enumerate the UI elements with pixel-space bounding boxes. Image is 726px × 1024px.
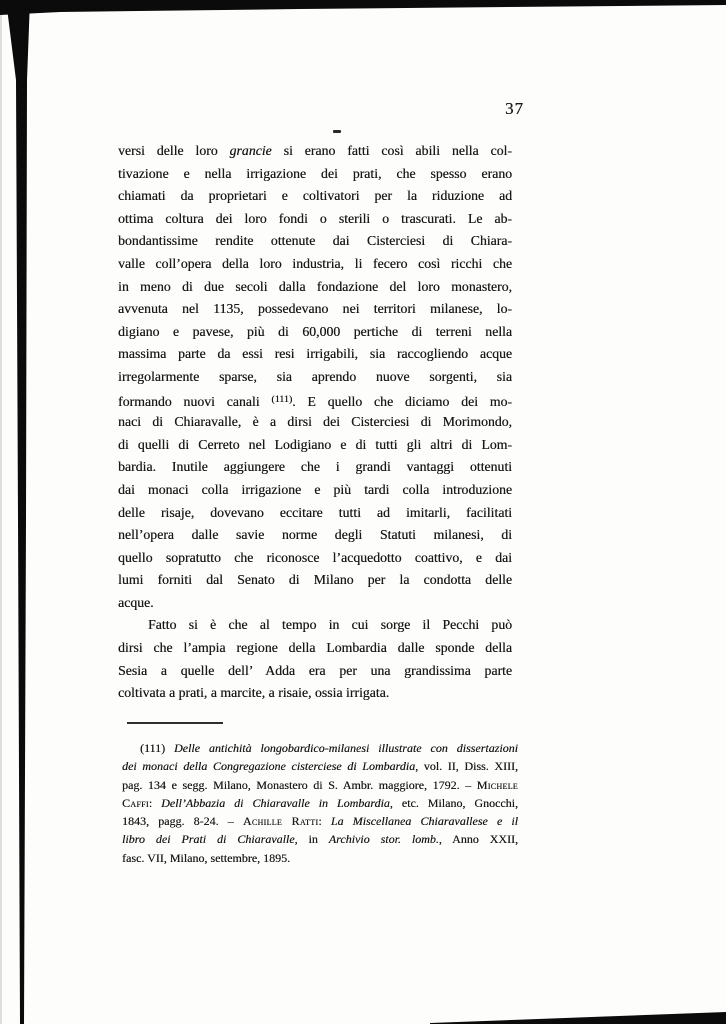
text-segment: tivazione e nella irrigazione dei prati, che spesso erano	[118, 165, 512, 181]
text-segment: in meno di due secoli dalla fondazione del loro monastero,	[118, 278, 512, 294]
text-segment: Caffi	[122, 795, 149, 810]
text-segment: nell’opera dalle savie norme degli Statuti milanesi, di	[118, 527, 512, 543]
text-line	[118, 547, 512, 570]
text-segment: avvenuta nel 1135, possedevano nei territori milanese, lo-	[118, 301, 512, 317]
text-line	[118, 682, 512, 705]
text-line	[122, 849, 518, 867]
text-segment: (111)	[140, 741, 174, 755]
paragraph	[118, 614, 512, 704]
text-line	[118, 253, 512, 276]
text-line	[118, 592, 512, 615]
text-line	[118, 208, 512, 231]
text-segment: Michele	[476, 777, 518, 792]
text-line	[118, 140, 512, 163]
text-segment: fasc. VII, Milano, settembre, 1895.	[122, 850, 291, 865]
page-edge-line	[0, 0, 2, 1024]
text-line	[118, 637, 512, 660]
text-line	[118, 230, 512, 253]
text-line	[118, 614, 512, 637]
left-gutter-shadow	[6, 0, 30, 1024]
text-segment: formando nuovi canali	[118, 393, 272, 409]
text-segment: Fatto si è che al tempo in cui sorge il Pecchi può	[148, 617, 512, 633]
main-text-column	[118, 140, 512, 705]
footnote	[122, 739, 518, 867]
text-segment: bondantissime rendite ottenute dai Cisterciesi di Chiara-	[118, 233, 512, 249]
text-segment: libro dei Prati di Chiaravalle	[122, 832, 295, 847]
text-segment: bardia. Inutile aggiungere che i grandi vantaggi ottenuti	[118, 459, 512, 475]
text-segment: Delle antichità longobardico-milanesi illustrate con dissertazioni	[174, 741, 518, 755]
text-line	[122, 757, 518, 775]
text-segment: valle coll’opera della loro industria, li fecero così ricchi che	[118, 255, 512, 271]
text-segment: Archivio stor. lomb.	[328, 832, 439, 847]
stray-ink-mark	[333, 130, 341, 133]
text-segment: , etc. Milano, Gnocchi,	[389, 795, 518, 810]
text-segment: si erano fatti così abili nella col-	[271, 143, 512, 158]
text-line	[118, 276, 512, 299]
text-segment: massima parte da essi resi irrigabili, sia raccogliendo acque	[118, 346, 512, 362]
text-line	[118, 524, 512, 547]
text-segment: 1843, pagg. 8-24. –	[122, 814, 243, 829]
top-edge-shadow	[0, 0, 726, 15]
footnote-separator-rule	[127, 722, 223, 724]
text-line	[122, 830, 518, 848]
text-segment: pag. 134 e segg. Milano, Monastero di S. Ambr. maggiore, 1792. –	[122, 777, 477, 792]
text-segment: versi delle loro	[118, 143, 230, 158]
text-segment: Dell’Abbazia di Chiaravalle in Lombardia	[161, 795, 390, 810]
text-segment: digiano e pavese, più di 60,000 pertiche di terreni nella	[118, 323, 512, 339]
text-segment: , in	[294, 832, 329, 847]
text-line	[122, 776, 518, 794]
paragraph	[118, 140, 512, 614]
text-segment: coltivata a prati, a marcite, a risaie, ossia irrigata.	[118, 685, 390, 701]
text-segment: ottima coltura dei loro fondi o sterili o trascurati. Le ab-	[118, 210, 512, 226]
text-line	[118, 389, 512, 412]
text-segment: :	[318, 814, 331, 829]
text-segment: (111)	[271, 393, 293, 405]
text-segment: La Miscellanea Chiaravallese e il	[330, 814, 519, 829]
text-segment: lumi forniti dal Senato di Milano per la condotta delle	[118, 572, 512, 588]
text-segment: grancie	[229, 143, 272, 158]
text-line	[118, 343, 512, 366]
text-line	[118, 456, 512, 479]
text-line	[118, 298, 512, 321]
text-segment: Achille Ratti	[242, 814, 319, 829]
text-line	[122, 812, 518, 830]
text-segment: chiamati da proprietari e coltivatori per la riduzione ad	[118, 188, 512, 204]
text-segment: quello sopratutto che riconosce l’acquedotto coattivo, e dai	[118, 549, 512, 565]
bottom-edge-shadow	[430, 1012, 726, 1024]
text-line	[118, 434, 512, 457]
text-segment: naci di Chiaravalle, è a dirsi dei Cisterciesi di Morimondo,	[118, 414, 512, 430]
text-segment: Sesia a quelle dell’ Adda era per una grandissima parte	[118, 662, 512, 678]
text-segment: delle risaje, dovevano eccitare tutti ad imitarli, facilitati	[118, 504, 512, 520]
text-line	[118, 479, 512, 502]
text-line	[118, 502, 512, 525]
text-line	[118, 185, 512, 208]
text-segment: di quelli di Cerreto nel Lodigiano e di tutti gli altri di Lom-	[118, 436, 512, 452]
text-segment: acque.	[118, 594, 154, 610]
text-segment: dai monaci colla irrigazione e più tardi colla introduzione	[118, 481, 512, 497]
text-line	[118, 411, 512, 434]
text-segment: irregolarmente sparse, sia aprendo nuove sorgenti, sia	[118, 368, 512, 384]
text-line	[122, 739, 518, 757]
text-segment: :	[148, 795, 162, 810]
text-segment: dirsi che l’ampia regione della Lombardia dalle sponde della	[118, 640, 512, 656]
text-line	[118, 660, 512, 683]
text-line	[122, 794, 518, 812]
text-line	[118, 321, 512, 344]
text-segment: . E quello che diciamo dei mo-	[292, 393, 512, 409]
text-segment: , vol. II, Diss. XIII,	[415, 759, 518, 774]
text-segment: , Anno XXII,	[438, 832, 518, 847]
text-line	[118, 163, 512, 186]
text-line	[118, 569, 512, 592]
text-segment: dei monaci della Congregazione cisterciese di Lombardia	[122, 759, 416, 774]
page-number: 37	[505, 99, 524, 118]
text-line	[118, 366, 512, 389]
